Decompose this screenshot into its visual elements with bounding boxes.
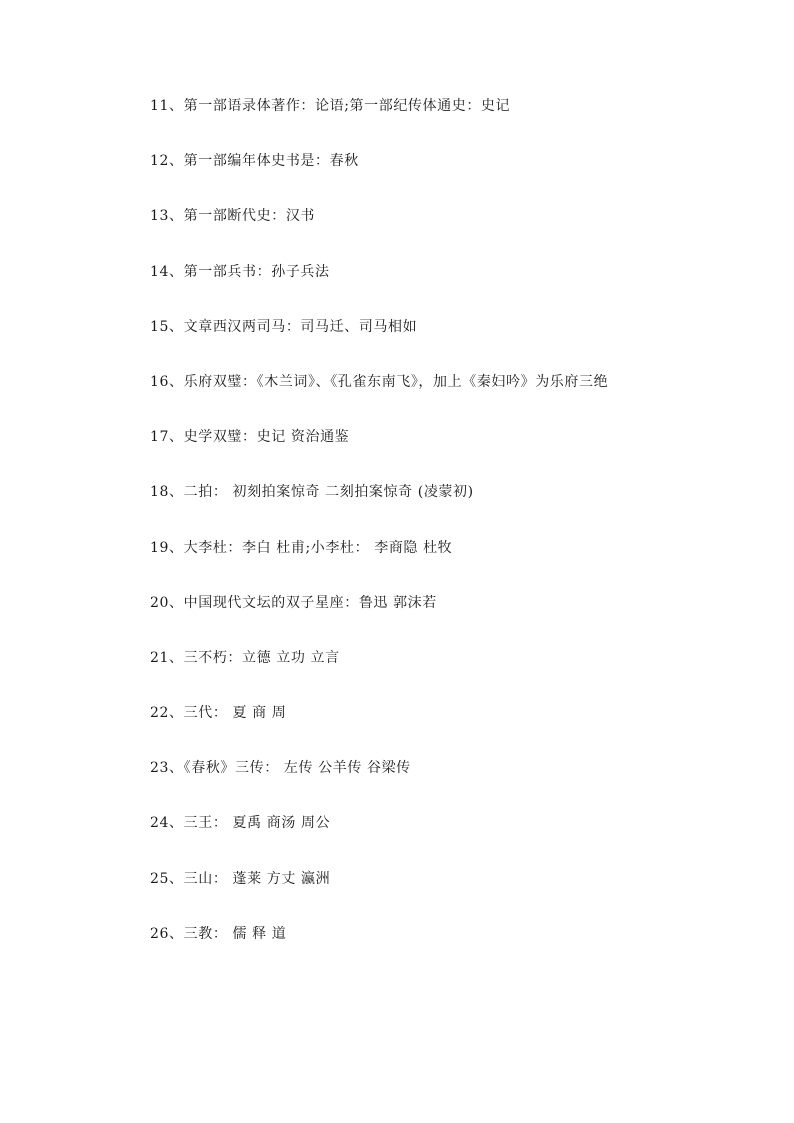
list-item: 12、第一部编年体史书是：春秋 (150, 153, 359, 170)
list-item: 14、第一部兵书：孙子兵法 (150, 263, 330, 280)
list-item: 18、二拍： 初刻拍案惊奇 二刻拍案惊奇 (凌蒙初) (150, 484, 474, 501)
literature-facts-list (150, 96, 750, 979)
list-item: 20、中国现代文坛的双子星座：鲁迅 郭沫若 (150, 594, 437, 611)
list-item: 17、史学双璧：史记 资治通鉴 (150, 429, 350, 446)
list-item: 22、三代： 夏 商 周 (150, 705, 287, 722)
list-item: 15、文章西汉两司马：司马迁、司马相如 (150, 318, 418, 335)
list-item: 19、大李杜：李白 杜甫;小李杜： 李商隐 杜牧 (150, 539, 453, 556)
list-item: 16、乐府双璧：《木兰词》、《孔雀东南飞》，加上《秦妇吟》为乐府三绝 (150, 373, 609, 390)
list-item: 23、《春秋》三传： 左传 公羊传 谷梁传 (150, 760, 411, 777)
list-item: 25、三山： 蓬莱 方丈 瀛洲 (150, 870, 331, 887)
list-item: 26、三教： 儒 释 道 (150, 925, 287, 942)
list-item: 21、三不朽：立德 立功 立言 (150, 649, 340, 666)
list-item: 13、第一部断代史：汉书 (150, 208, 316, 225)
list-item: 24、三王： 夏禹 商汤 周公 (150, 815, 331, 832)
list-item: 11、第一部语录体著作：论语;第一部纪传体通史：史记 (150, 98, 511, 114)
